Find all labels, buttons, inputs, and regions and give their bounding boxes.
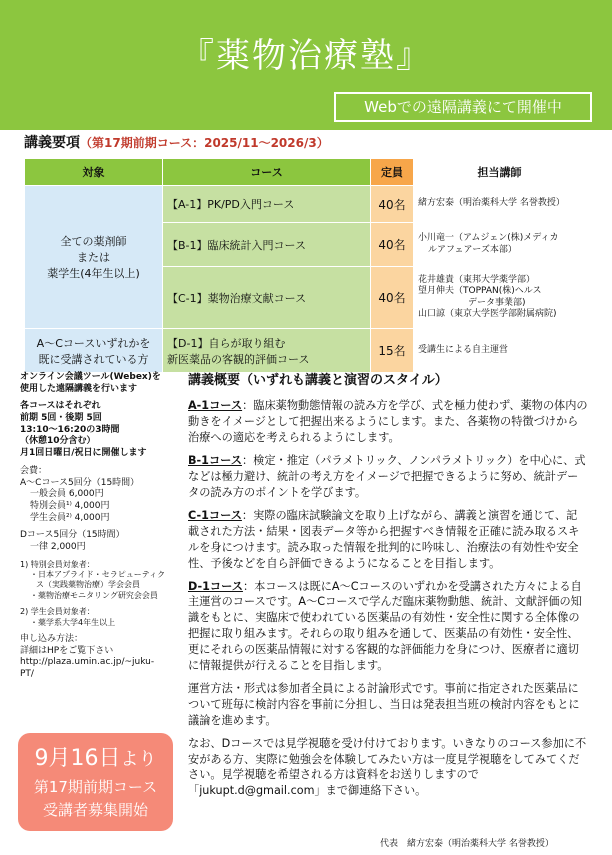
page-title: 『薬物治療塾』 [180,36,432,76]
fee-line: A～Cコース5回分（15時間） [20,477,140,488]
seats-cell: 40名 [371,186,414,223]
fees-d-block [20,530,180,553]
note-line: 1) 特別会員対象者： [20,559,95,569]
schedule-line: （休憩10分含む） [20,436,96,447]
schedule-block [20,401,180,459]
seats-cell: 40名 [371,223,414,267]
badge-date [18,741,173,772]
course-a-name: A-1コース [188,399,243,413]
course-c-name: C-1コース [188,508,242,522]
course-b-desc [188,453,588,501]
section-heading [24,132,329,152]
fee-line: 特別会員¹⁾ 4,000円 [30,500,110,511]
signature: 代表 緒方宏泰（明治薬科大学 名誉教授） [380,839,554,849]
note-line: ス（実践薬物治療）学会会員 [36,580,140,590]
header-seats: 定員 [371,159,414,186]
seats-cell: 15名 [371,329,414,373]
course-line: 新医薬品の客観的評価コース [167,352,310,366]
apply-line: 申し込み方法： [20,633,84,644]
fee-line: Dコース5回分（15時間） [20,530,125,541]
table-header-row [25,159,586,186]
note-line: ・薬学系大学4年生以上 [30,617,116,627]
note-line: ・薬物治療モニタリング研究会会員 [30,590,158,600]
section-title: 講義要項 [24,135,80,151]
schedule-line: 13:10～16:20の3時間 [20,424,120,435]
lecturer-cell [414,223,586,267]
lecturer-line: 山口諒（東京大学医学部附属病院) [418,308,557,319]
visit-text: なお、Dコースでは見学視聴を受け付けております。いきなりのコース参加に不安がある方、実際に勉強会を体験してみたい方は一度見学視聴をしてみてください。見学視聴を希望される方は資料をお送りしますので「jukupt.d@gmail.com」まで御連絡下さい。 [188,736,587,798]
target-line: A～Cコースいずれかを [36,336,151,350]
schedule-line: 前期 5回・後期 5回 [20,413,102,424]
lecturer-line: 小川竜一（アムジェン(株)メディカ [418,233,559,244]
course-a-desc [188,398,588,446]
recruitment-badge [18,733,173,831]
fee-line: 学生会員²⁾ 4,000円 [30,512,110,523]
course-cell [163,329,371,373]
course-b-text: ：検定・推定（パラメトリック、ノンパラメトリック）を中心に、式などは極力避け、統計の考え方をイメージで把握できるように努め、統計データの読み方のポイントを学びます。 [188,454,586,499]
target-line: 全ての薬剤師 [60,235,127,248]
table-row [25,186,586,223]
course-b-name: B-1コース [188,454,242,468]
target-cell-experienced [25,329,163,373]
course-d-desc [188,579,588,674]
course-cell: 【C-1】薬物治療文献コース [163,267,371,329]
badge-line3: 受講者募集開始 [42,801,148,819]
target-line: 既に受講されている方 [38,352,149,366]
lecturer-line: 受講生による自主運営 [418,344,509,355]
online-line: 使用した遠隔講義を行います [20,383,138,394]
course-cell: 【A-1】PK/PD入門コース [163,186,371,223]
lecturer-line: データ事業部) [468,297,526,308]
header-target: 対象 [25,159,163,186]
schedule-line: 月1回日曜日/祝日に開催します [20,448,147,459]
target-cell-all [25,186,163,329]
target-line: または [77,251,110,264]
schedule-line: 各コースはそれぞれ [20,401,101,412]
header-banner [0,0,612,130]
left-info-column [20,372,180,687]
course-d-name: D-1コース [188,579,243,593]
fee-line: 一律 2,000円 [30,541,86,552]
lecturer-line: ルアフェアーズ本部） [428,244,517,255]
lecturer-cell [414,329,586,373]
apply-line: 詳細はHPをご覧下さい [20,645,114,656]
course-d-text: ：本コースは既にA～Cコースのいずれかを受講された方々による自主運営のコースです。A～Cコースで学んだ臨床薬物動態、統計、文献評価の知識をもとに、実臨床で使われている医薬品の有効性・安全性に関する全体像の把握に取り組みます。それらの取り組みを通して、医薬品の有効性・安全性、更にそれらの医薬品情報に対する客観的な評価能力を身につけ、医療者に適切に情報提供が行えることを目指します。 [188,579,582,673]
lecturer-line: 望月伸夫（TOPPAN(株)ヘルス [418,286,542,297]
course-c-desc [188,508,588,572]
header-course: コース [163,159,371,186]
web-notice-box: Webでの遠隔講義にて開催中 [334,92,592,122]
course-a-text: ：臨床薬物動態情報の読み方を学び、式を極力使わず、薬物の体内の動きをイメージとして把握出来るようにします。また、各薬物の特徴づけから治療への適応を考えられるようにします。 [188,399,588,445]
lecturer-cell [414,186,586,223]
header-lecturer: 担当講師 [414,159,586,186]
table-row [25,329,586,373]
online-line: オンライン会議ツール(Webex)を [20,372,161,382]
course-line: 【D-1】自らが取り組む [167,336,286,350]
note-line: ・日本アプライド・セラピューティク [30,570,166,580]
badge-date-suffix: より [120,749,157,770]
lecturer-line: 緒方宏泰（明治薬科大学 名誉教授） [418,198,565,209]
lecturer-line: 花井雄貴（東邦大学薬学部） [418,275,536,285]
fees-block [20,466,180,524]
overview-title: 講義概要（いずれも講義と演習のスタイル） [188,373,448,388]
seats-cell: 40名 [371,267,414,329]
section-subtitle: （第17期前期コース：2025/11～2026/3） [80,136,329,150]
fee-line: 一般会員 6,000円 [30,489,104,500]
operation-text: 運営方法・形式は参加者全員による討論形式です。事前に指定された医薬品について班毎に検討内容を事前に分担し、当日は発表担当班の検討内容をもとに議論を進めます。 [188,681,580,727]
badge-line2: 第17期前期コース [33,778,158,796]
online-notice [20,372,180,395]
note-student-members [20,607,180,628]
course-c-text: ：実際の臨床試験論文を取り上げながら、講義と演習を通じて、記載された方法・結果・図表データ等から把握すべき情報を正確に読み取るスキルを身につけます。読み取った情報を批判的に吟味し、治療法の有効性や安全性、予後などを自ら評価できるようになることを目指します。 [188,508,580,570]
target-line: 薬学生(4年生以上) [47,267,140,280]
lecturer-cell [414,267,586,329]
course-table [24,158,586,373]
fees-title: 会費： [20,465,48,476]
apply-block [20,634,180,681]
note-special-members [20,560,180,602]
note-line: 2) 学生会員対象者： [20,607,95,617]
homepage-link[interactable]: http://plaza.umin.ac.jp/~juku- [20,657,155,668]
homepage-link-cont[interactable]: PT/ [20,669,34,680]
badge-date-num: 9月16日 [34,746,121,771]
overview-column [188,372,588,806]
course-cell: 【B-1】臨床統計入門コース [163,223,371,267]
